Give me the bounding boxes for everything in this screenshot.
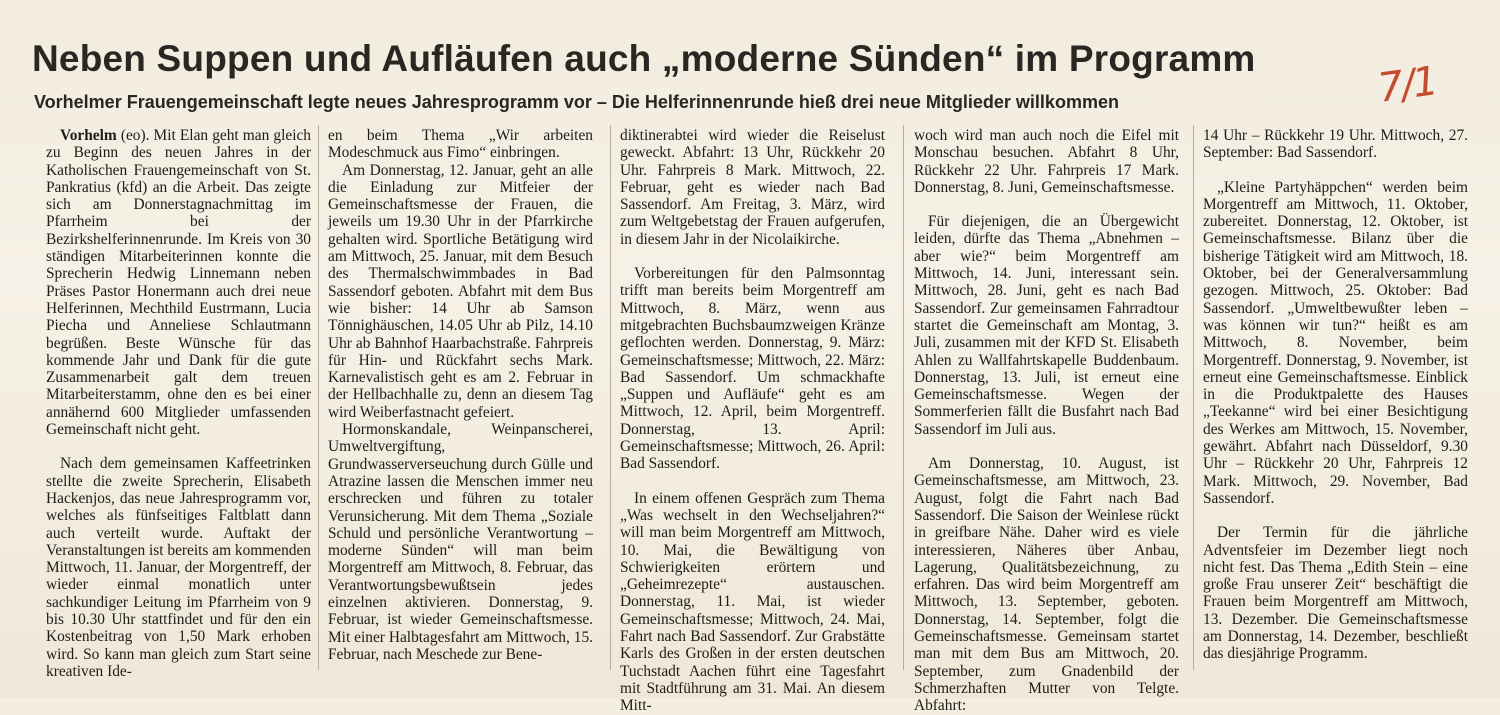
paragraph: Am Donnerstag, 12. Januar, geht an alle die Einladung zur Mitfeier der Gemeinschaftsmesse der Frauen, die jeweils um 19.30 Uhr in der Pfarrkirche gehalten wird. Sportliche Betätigung wird am Mittwoch, 25. Januar, mit dem Besuch des Thermalschwimmbades in Bad Sassendorf geboten. Abfahrt mit dem Bus wie bisher: 14 Uhr ab Samson Tönnighäuschen, 14.05 Uhr ab Pilz, 14.10 Uhr ab Bahnhof Haarbachstraße. Fahrpreis für Hin- und Rückfahrt sechs Mark. Karnevalistisch geht es am 2. Februar in der Hellbachhalle zu, denn an diesem Tag wird Weiberfastnacht gefeiert. <box>328 161 593 421</box>
article-column-5 <box>1203 127 1468 663</box>
paragraph: In einem offenen Gespräch zum Thema „Was wechselt in den Wechseljahren?“ will man beim Morgentreff am Mittwoch, 10. Mai, die Bewältigung von Schwierigkeiten erörtern und „Geheimrezepte“ austauschen. Donnerstag, 11. Mai, ist wieder Gemeinschaftsmesse; Mittwoch, 24. Mai, Fahrt nach Bad Sassendorf. Zur Grabstätte Karls des Großen in der ersten deutschen Tuchstadt Aachen führt eine Tagesfahrt mit Stadtführung am 31. Mai. An diesem Mitt- <box>620 489 885 715</box>
paragraph: „Kleine Partyhäppchen“ werden beim Morgentreff am Mittwoch, 11. Oktober, zubereitet. Donnerstag, 12. Oktober, ist Gemeinschaftsmesse. Bilanz über die bisherige Tätigkeit wird am Mittwoch, 18. Oktober, bei der Generalversammlung gezogen. Mittwoch, 25. Oktober: Bad Sassendorf. „Umweltbewußter leben – was können wir tun?“ heißt es am Mittwoch, 8. November, beim Morgentreff. Donnerstag, 9. November, ist erneut eine Gemeinschaftsmesse. Einblick in die Produktpalette des Hauses „Teekanne“ wird bei einer Besichtigung des Werkes am Mittwoch, 15. November, gewährt. Abfahrt nach Düsseldorf, 9.30 Uhr – Rückkehr 20 Uhr, Fahrpreis 12 Mark. Mittwoch, 29. November, Bad Sassendorf. <box>1203 178 1468 507</box>
paragraph: Der Termin für die jährliche Adventsfeier im Dezember liegt noch nicht fest. Das Thema „Edith Stein – eine große Frau unserer Zeit“ beschäftigt die Frauen beim Morgentreff am Mittwoch, 13. Dezember. Die Gemeinschaftsmesse am Donnerstag, 14. Dezember, beschließt das diesjährige Programm. <box>1203 524 1468 663</box>
column-divider <box>610 125 611 670</box>
dateline: Vorhelm <box>60 127 117 144</box>
column-divider <box>1193 125 1194 670</box>
paragraph: 14 Uhr – Rückkehr 19 Uhr. Mittwoch, 27. September: Bad Sassendorf. <box>1203 127 1468 162</box>
paragraph: Für diejenigen, die an Übergewicht leiden, dürfte das Thema „Abnehmen – aber wie?“ beim Morgentreff am Mittwoch, 14. Juni, interessant sein. Mittwoch, 28. Juni, geht es nach Bad Sassendorf. Zur gemeinsamen Fahrradtour startet die Gemeinschaft am Montag, 3. Juli, zusammen mit der KFD St. Elisabeth Ahlen zu Wallfahrtskapelle Buddenbaum. Donnerstag, 13. Juli, ist erneut eine Gemeinschaftsmesse. Wegen der Sommerferien fällt die Busfahrt nach Bad Sassendorf im Juli aus. <box>914 213 1179 438</box>
paragraph: diktinerabtei wird wieder die Reiselust geweckt. Abfahrt: 13 Uhr, Rückkehr 20 Uhr. Fahrpreis 8 Mark. Mittwoch, 22. Februar, geht es wieder nach Bad Sassendorf. Am Freitag, 3. März, wird zum Weltgebetstag der Frauen aufgerufen, in diesem Jahr in der Nicolaikirche. <box>620 127 885 248</box>
article-column-2 <box>328 127 593 663</box>
headline: Neben Suppen und Aufläufen auch „moderne Sünden“ im Programm <box>32 38 1256 79</box>
handwritten-note: 7/1 <box>1375 58 1440 112</box>
column-divider <box>903 125 904 670</box>
paragraph: (eo). Mit Elan geht man gleich zu Beginn des neuen Jahres in der Katholischen Frauengemeinschaft von St. Pankratius (kfd) an die Arbeit. Das zeigte sich am Donnerstagnachmittag im Pfarrheim bei der Bezirkshelferinnenrunde. Im Kreis von 30 ständigen Mitarbeiterinnen konnte die Sprecherin Hedwig Linnemann neben Präses Pastor Honermann auch drei neue Helferinnen, Mechthild Eustrmann, Lucia Piecha und Anneliese Schlautmann begrüßen. Beste Wünsche für das kommende Jahr und Dank für die gute Zusammenarbeit galt dem treuen Mitarbeiterstamm, ohne den es bei einer annähernd 600 Mitglieder umfassenden Gemeinschaft nicht geht. <box>46 127 311 439</box>
column-divider <box>318 125 319 670</box>
article-column-1 <box>46 127 311 680</box>
paragraph: Hormonskandale, Weinpanscherei, Umweltvergiftung, Grundwasserverseuchung durch Gülle und Atrazine lassen die Menschen immer neu erschrecken und führen zu totaler Verunsicherung. Mit dem Thema „Soziale Schuld und persönliche Verantwortung – moderne Sünden“ will man beim Morgentreff am Mittwoch, 8. Februar, das Verantwortungsbewußtsein jedes einzelnen aktivieren. Donnerstag, 9. Februar, ist wieder Gemeinschaftsmesse. Mit einer Halbtagesfahrt am Mittwoch, 15. Februar, nach Meschede zur Bene- <box>328 421 593 663</box>
subheadline: Vorhelmer Frauengemeinschaft legte neues Jahresprogramm vor – Die Helferinnenrunde hieß drei neue Mitglieder willkommen <box>34 92 1119 112</box>
paragraph: Am Donnerstag, 10. August, ist Gemeinschaftsmesse, am Mittwoch, 23. August, folgt die Fahrt nach Bad Sassendorf. Die Saison der Weinlese rückt in greifbare Nähe. Daher wird es viele interessieren, Näheres über Anbau, Lagerung, Qualitätsbezeichnung, zu erfahren. Das wird beim Morgentreff am Mittwoch, 13. September, geboten. Donnerstag, 14. September, folgt die Gemeinschaftsmesse. Gemeinsam startet man mit dem Bus am Mittwoch, 20. September, zum Gnadenbild der Schmerzhaften Mutter von Telgte. Abfahrt: <box>914 455 1179 715</box>
paragraph: woch wird man auch noch die Eifel mit Monschau besuchen. Abfahrt 8 Uhr, Rückkehr 22 Uhr. Fahrpreis 17 Mark. Donnerstag, 8. Juni, Gemeinschaftsmesse. <box>914 127 1179 196</box>
paragraph: Nach dem gemeinsamen Kaffeetrinken stellte die zweite Sprecherin, Elisabeth Hackenjos, das neue Jahresprogramm vor, welches als fünfseitiges Faltblatt dann auch verteilt wurde. Auftakt der Veranstaltungen ist bereits am kommenden Mittwoch, 11. Januar, der Morgentreff, der wieder einmal monatlich unter sachkundiger Leitung im Pfarrheim von 9 bis 10.30 Uhr stattfindet und für den ein Kostenbeitrag von 1,50 Mark erhoben wird. So kann man gleich zum Start seine kreativen Ide- <box>46 455 311 680</box>
article-column-3 <box>620 127 885 715</box>
paragraph: Vorbereitungen für den Palmsonntag trifft man bereits beim Morgentreff am Mittwoch, 8. März, wenn aus mitgebrachten Buchsbaumzweigen Kränze geflochten werden. Donnerstag, 9. März: Gemeinschaftsmesse; Mittwoch, 22. März: Bad Sassendorf. Um schmackhafte „Suppen und Aufläufe“ geht es am Mittwoch, 12. April, beim Morgentreff. Donnerstag, 13. April: Gemeinschaftsmesse; Mittwoch, 26. April: Bad Sassendorf. <box>620 265 885 473</box>
paragraph: en beim Thema „Wir arbeiten Modeschmuck aus Fimo“ einbringen. <box>328 127 593 162</box>
article-column-4 <box>914 127 1179 715</box>
